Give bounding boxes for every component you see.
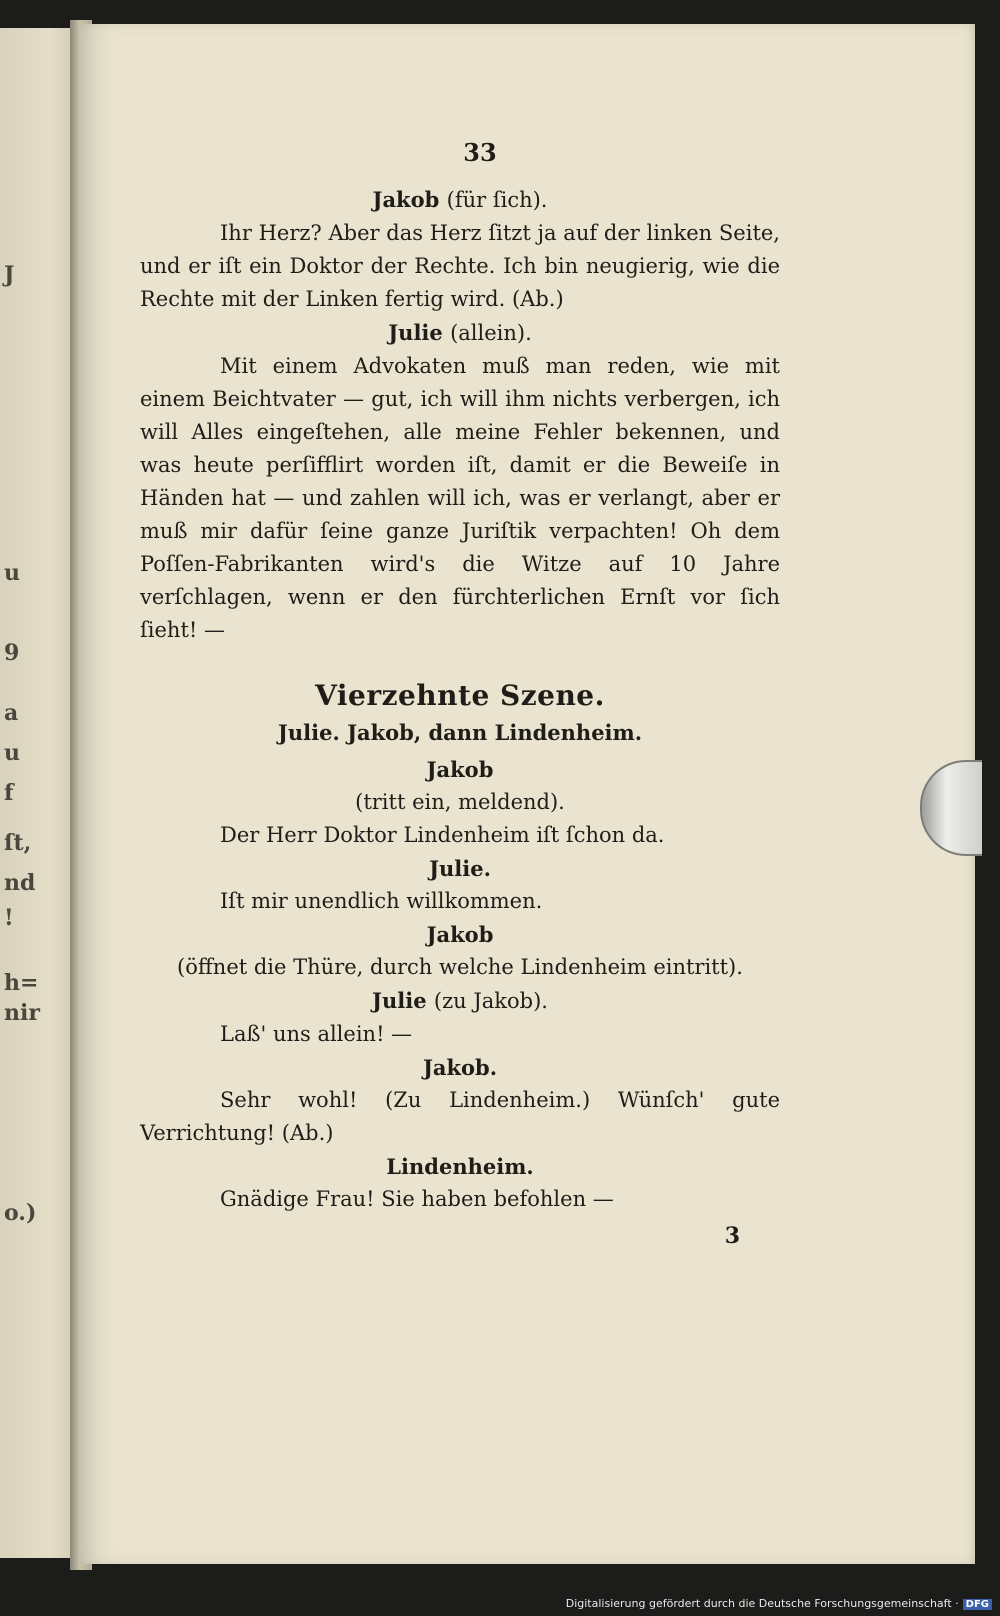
speaker-name: Jakob (426, 757, 494, 782)
dialogue-line: Gnädige Frau! Sie haben befohlen — (220, 1187, 614, 1211)
facing-page-glyph: u (4, 740, 20, 766)
page-text (140, 136, 780, 1253)
dialogue-line: Iſt mir unendlich willkommen. (220, 889, 543, 913)
stage-direction: (für ſich). (446, 188, 548, 212)
stage-direction: (allein). (450, 321, 532, 345)
facing-page-glyph: h= (4, 970, 39, 996)
text-blocks (140, 183, 780, 647)
signature-mark: 3 (724, 1223, 740, 1249)
speaker-name: Jakob. (422, 1055, 498, 1080)
speaker-heading (140, 753, 780, 786)
stage-direction: (zu Jakob). (433, 989, 548, 1013)
speaker-heading (140, 918, 780, 951)
facing-page-glyph: nir (4, 1000, 40, 1026)
speaker-heading (140, 183, 780, 217)
facing-page-glyph: nd (4, 870, 36, 896)
speaker-heading (140, 984, 780, 1018)
page-number: 33 (463, 138, 497, 167)
speaker-heading (140, 852, 780, 885)
facing-page-glyph: J (4, 262, 15, 288)
speaker-name: Jakob (372, 187, 440, 212)
facing-page-glyph: f (4, 780, 14, 806)
credit-text: Digitalisierung gefördert durch die Deutsche Forschungsgemeinschaft · (565, 1597, 959, 1610)
dialogue-line: Der Herr Doktor Lindenheim iſt ſchon da. (220, 823, 665, 847)
facing-page-glyph: 9 (4, 640, 20, 666)
facing-page-glyph: a (4, 700, 19, 726)
speaker-heading (140, 1150, 780, 1183)
dialogue-paragraph: Mit einem Advokaten muß man reden, wie mit einem Beichtvater — gut, ich will ihm nichts verbergen, ich will Alles eingeſtehen, alle meine Fehler bekennen, und was heute perſifflirt worden iſt, damit er die Beweiſe in Händen hat — und zahlen will ich, was er verlangt, aber er muß mir dafür ſeine ganze Juriſtik verpachten! Oh dem Poſſen-Fabrikanten wird's die Witze auf 10 Jahre verſchlagen, wenn er den fürchterlichen Ernſt vor ſich ſieht! — (140, 354, 780, 642)
dialogue-paragraph: Sehr wohl! (Zu Lindenheim.) Wünſch' gute Verrichtung! (Ab.) (140, 1088, 780, 1145)
dfg-logo: DFG (963, 1599, 992, 1610)
speaker-heading (140, 316, 780, 350)
speaker-name: Lindenheim. (386, 1154, 534, 1179)
speaker-name: Julie (372, 988, 427, 1013)
speaker-heading (140, 1051, 780, 1084)
facing-page-glyph: o.) (4, 1200, 37, 1226)
speaker-name: Jakob (426, 922, 494, 947)
dialogue-line: Laß' uns allein! — (220, 1022, 413, 1046)
stage-direction: (öffnet die Thüre, durch welche Lindenheim eintritt). (177, 955, 743, 979)
speaker-name: Julie. (429, 856, 491, 881)
speaker-name: Julie (388, 320, 443, 345)
facing-page-glyph: u (4, 560, 20, 586)
dialogue-paragraph: Ihr Herz? Aber das Herz ſitzt ja auf der linken Seite, und er iſt ein Doktor der Rechte. Ich bin neugierig, wie die Rechte mit der Linken fertig wird. (Ab.) (140, 221, 780, 311)
scene-cast: Julie. Jakob, dann Lindenheim. (277, 720, 643, 745)
facing-page-glyph: ! (4, 905, 14, 931)
facing-page-glyph: ſt, (4, 830, 32, 856)
scene-blocks (140, 753, 780, 1216)
scene-title: Vierzehnte Szene. (315, 679, 605, 712)
stage-direction: (tritt ein, meldend). (355, 790, 565, 814)
digitization-credit (566, 1597, 992, 1610)
